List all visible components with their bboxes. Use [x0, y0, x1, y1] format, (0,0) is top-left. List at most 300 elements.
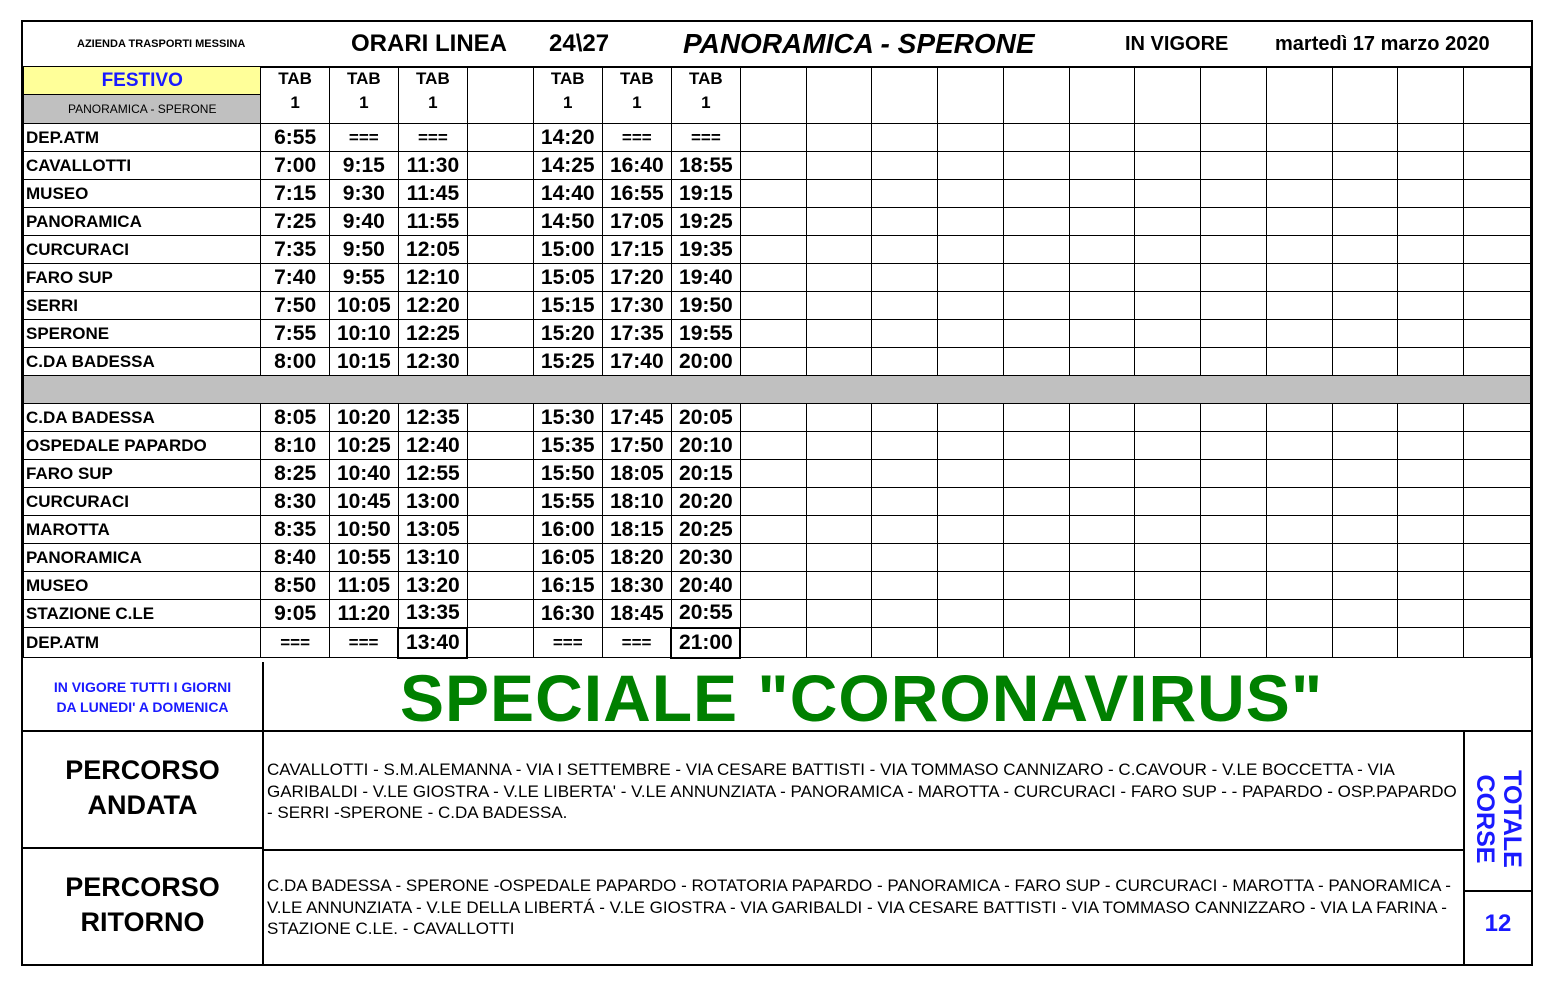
- time-cell: 9:15: [329, 152, 398, 180]
- empty-cell: [872, 320, 938, 348]
- empty-cell: [1464, 264, 1531, 292]
- time-cell: 8:00: [261, 348, 329, 376]
- time-cell: 20:10: [671, 432, 740, 460]
- empty-cell: [938, 208, 1004, 236]
- empty-cell: [1201, 320, 1267, 348]
- route-title: PANORAMICA - SPERONE: [683, 28, 1035, 59]
- time-cell: 19:15: [671, 180, 740, 208]
- time-cell: 7:40: [261, 264, 329, 292]
- stop-name: SERRI: [24, 292, 261, 320]
- tab-label: TAB: [550, 69, 585, 88]
- time-cell: 20:15: [671, 460, 740, 488]
- table-row: [24, 460, 1531, 488]
- empty-cell: [740, 628, 806, 658]
- empty-cell: [467, 488, 533, 516]
- time-cell: 16:30: [533, 600, 602, 628]
- empty-cell: [938, 460, 1004, 488]
- empty-cell: [1332, 432, 1398, 460]
- empty-cell: [1003, 152, 1069, 180]
- empty-cell: [1332, 516, 1398, 544]
- empty-cell: [740, 544, 806, 572]
- empty-cell: [1201, 432, 1267, 460]
- empty-cell: [1266, 124, 1332, 152]
- empty-cell: [467, 348, 533, 376]
- time-cell: 14:40: [533, 180, 602, 208]
- time-cell: 12:25: [398, 320, 467, 348]
- tab-header: [533, 67, 602, 124]
- empty-cell: [1201, 67, 1267, 124]
- table-row: [24, 600, 1531, 628]
- time-cell: 18:10: [602, 488, 671, 516]
- time-cell: 10:05: [329, 292, 398, 320]
- empty-cell: [806, 432, 872, 460]
- table-row: [24, 264, 1531, 292]
- empty-cell: [1135, 348, 1201, 376]
- tab-header: [398, 67, 467, 124]
- stop-name: MAROTTA: [24, 516, 261, 544]
- empty-cell: [1398, 572, 1464, 600]
- time-cell: 9:30: [329, 180, 398, 208]
- empty-cell: [806, 292, 872, 320]
- empty-cell: [740, 124, 806, 152]
- empty-cell: [1266, 572, 1332, 600]
- schedule-table: [23, 66, 1531, 659]
- direction-separator: [24, 376, 1531, 404]
- empty-cell: [806, 67, 872, 124]
- empty-cell: [467, 67, 533, 124]
- empty-cell: [467, 180, 533, 208]
- time-cell: 21:00: [671, 628, 740, 658]
- empty-cell: [740, 152, 806, 180]
- empty-cell: [1464, 320, 1531, 348]
- subroute-label: PANORAMICA - SPERONE: [24, 95, 260, 123]
- table-row: [24, 516, 1531, 544]
- empty-cell: [1069, 488, 1135, 516]
- empty-cell: [740, 67, 806, 124]
- empty-cell: [740, 236, 806, 264]
- empty-cell: [938, 628, 1004, 658]
- empty-cell: [806, 404, 872, 432]
- table-row: [24, 124, 1531, 152]
- empty-cell: [1464, 292, 1531, 320]
- empty-cell: [1398, 348, 1464, 376]
- time-cell: 16:00: [533, 516, 602, 544]
- empty-cell: [1464, 67, 1531, 124]
- in-vigore-label: IN VIGORE: [1125, 33, 1229, 55]
- table-row: [24, 180, 1531, 208]
- empty-cell: [1069, 516, 1135, 544]
- time-cell: ===: [261, 628, 329, 658]
- empty-cell: [1398, 460, 1464, 488]
- empty-cell: [467, 572, 533, 600]
- empty-cell: [1398, 516, 1464, 544]
- empty-cell: [938, 600, 1004, 628]
- empty-cell: [938, 67, 1004, 124]
- empty-cell: [872, 152, 938, 180]
- percorso-andata-text: CAVALLOTTI - S.M.ALEMANNA - VIA I SETTEMBRE - VIA CESARE BATTISTI - VIA TOMMASO CANNIZARO - C.CAVOUR - V.LE BOCCETTA - VIA GARIBALDI - V.LE GIOSTRA - V.LE LIBERTA' - V.LE ANNUNZIATA - PANORAMICA - MAROTTA - CURCURACI - FARO SUP - - PAPARDO - OSP.PAPARDO - SERRI -SPERONE - C.DA BADESSA.: [267, 760, 1457, 822]
- empty-cell: [806, 236, 872, 264]
- empty-cell: [1464, 488, 1531, 516]
- time-cell: 8:35: [261, 516, 329, 544]
- empty-cell: [806, 152, 872, 180]
- empty-cell: [1332, 544, 1398, 572]
- tab-label: TAB: [416, 69, 450, 88]
- orari-linea-label: ORARI LINEA: [351, 30, 507, 57]
- empty-cell: [1201, 180, 1267, 208]
- time-cell: 19:35: [671, 236, 740, 264]
- empty-cell: [1464, 348, 1531, 376]
- totale-corse-label: TOTALE CORSE: [1471, 770, 1526, 868]
- percorso-ritorno-label-line2: RITORNO: [80, 907, 205, 937]
- time-cell: 20:00: [671, 348, 740, 376]
- empty-cell: [938, 516, 1004, 544]
- empty-cell: [806, 488, 872, 516]
- empty-cell: [1003, 544, 1069, 572]
- empty-cell: [872, 180, 938, 208]
- empty-cell: [938, 152, 1004, 180]
- time-cell: 10:45: [329, 488, 398, 516]
- empty-cell: [1003, 572, 1069, 600]
- empty-cell: [806, 180, 872, 208]
- empty-cell: [872, 348, 938, 376]
- empty-cell: [1135, 516, 1201, 544]
- empty-cell: [872, 67, 938, 124]
- empty-cell: [1069, 124, 1135, 152]
- empty-cell: [1398, 292, 1464, 320]
- banner-row: [264, 661, 1531, 735]
- empty-cell: [1398, 432, 1464, 460]
- time-cell: 12:05: [398, 236, 467, 264]
- empty-cell: [1398, 320, 1464, 348]
- empty-cell: [1069, 628, 1135, 658]
- time-cell: 7:00: [261, 152, 329, 180]
- empty-cell: [1398, 404, 1464, 432]
- time-cell: 15:30: [533, 404, 602, 432]
- table-row: [24, 292, 1531, 320]
- empty-cell: [740, 572, 806, 600]
- time-cell: 14:20: [533, 124, 602, 152]
- stop-name: DEP.ATM: [24, 628, 261, 658]
- tab-header: [671, 67, 740, 124]
- empty-cell: [806, 264, 872, 292]
- stop-name: CURCURACI: [24, 236, 261, 264]
- time-cell: 10:55: [329, 544, 398, 572]
- empty-cell: [1003, 628, 1069, 658]
- time-cell: 13:10: [398, 544, 467, 572]
- table-row: [24, 208, 1531, 236]
- empty-cell: [1201, 208, 1267, 236]
- empty-cell: [467, 600, 533, 628]
- table-row: [24, 320, 1531, 348]
- empty-cell: [938, 180, 1004, 208]
- empty-cell: [1003, 404, 1069, 432]
- empty-cell: [1398, 488, 1464, 516]
- empty-cell: [1266, 348, 1332, 376]
- line-number: 24\27: [549, 30, 610, 57]
- time-cell: 12:40: [398, 432, 467, 460]
- time-cell: ===: [329, 628, 398, 658]
- empty-cell: [806, 516, 872, 544]
- percorso-divider: [264, 849, 1463, 851]
- tab-label: TAB: [346, 69, 381, 88]
- empty-cell: [1266, 67, 1332, 124]
- empty-cell: [1398, 180, 1464, 208]
- empty-cell: [1464, 460, 1531, 488]
- empty-cell: [1069, 404, 1135, 432]
- empty-cell: [1266, 432, 1332, 460]
- empty-cell: [740, 320, 806, 348]
- empty-cell: [1398, 208, 1464, 236]
- empty-cell: [1201, 348, 1267, 376]
- time-cell: 8:50: [261, 572, 329, 600]
- time-cell: 20:30: [671, 544, 740, 572]
- empty-cell: [1398, 152, 1464, 180]
- empty-cell: [1332, 488, 1398, 516]
- empty-cell: [1266, 180, 1332, 208]
- time-cell: 16:15: [533, 572, 602, 600]
- empty-cell: [1135, 208, 1201, 236]
- totale-corse-label-cell: [1465, 732, 1531, 892]
- empty-cell: [1266, 544, 1332, 572]
- empty-cell: [1003, 124, 1069, 152]
- empty-cell: [1332, 600, 1398, 628]
- empty-cell: [1201, 516, 1267, 544]
- table-row: [24, 628, 1531, 658]
- time-cell: ===: [602, 124, 671, 152]
- empty-cell: [1464, 628, 1531, 658]
- empty-cell: [938, 264, 1004, 292]
- tab-label: TAB: [278, 69, 312, 88]
- empty-cell: [938, 572, 1004, 600]
- empty-cell: [1332, 124, 1398, 152]
- time-cell: 17:45: [602, 404, 671, 432]
- time-cell: 20:20: [671, 488, 740, 516]
- empty-cell: [938, 488, 1004, 516]
- empty-cell: [1398, 236, 1464, 264]
- empty-cell: [467, 292, 533, 320]
- empty-cell: [1135, 67, 1201, 124]
- time-cell: 10:50: [329, 516, 398, 544]
- time-cell: 20:05: [671, 404, 740, 432]
- time-cell: 7:55: [261, 320, 329, 348]
- empty-cell: [1332, 152, 1398, 180]
- percorso-ritorno-text: C.DA BADESSA - SPERONE -OSPEDALE PAPARDO - ROTATORIA PAPARDO - PANORAMICA - FARO SUP - CURCURACI - MAROTTA - PANORAMICA - V.LE ANNUNZIATA - V.LE DELLA LIBERTÁ - V.LE GIOSTRA - VIA GARIBALDI - VIA CESARE BATTISTI - VIA TOMMASO CANNIZZARO - VIA LA FARINA - STAZIONE C.LE. - CAVALLOTTI: [267, 876, 1451, 938]
- empty-cell: [806, 572, 872, 600]
- time-cell: 10:40: [329, 460, 398, 488]
- time-cell: 15:00: [533, 236, 602, 264]
- validity-notice-line2: DA LUNEDI' A DOMENICA: [56, 699, 229, 715]
- stop-name: PANORAMICA: [24, 208, 261, 236]
- time-cell: 14:50: [533, 208, 602, 236]
- time-cell: 7:25: [261, 208, 329, 236]
- empty-cell: [1266, 320, 1332, 348]
- table-row: [24, 404, 1531, 432]
- empty-cell: [806, 600, 872, 628]
- empty-cell: [1135, 292, 1201, 320]
- empty-cell: [1332, 180, 1398, 208]
- empty-cell: [1135, 320, 1201, 348]
- empty-cell: [1266, 208, 1332, 236]
- table-row: [24, 348, 1531, 376]
- time-cell: 13:20: [398, 572, 467, 600]
- empty-cell: [806, 124, 872, 152]
- empty-cell: [467, 516, 533, 544]
- empty-cell: [938, 404, 1004, 432]
- empty-cell: [1003, 432, 1069, 460]
- empty-cell: [740, 208, 806, 236]
- time-cell: 17:50: [602, 432, 671, 460]
- empty-cell: [1135, 544, 1201, 572]
- empty-cell: [1332, 460, 1398, 488]
- empty-cell: [1266, 600, 1332, 628]
- empty-cell: [1398, 67, 1464, 124]
- time-cell: 10:15: [329, 348, 398, 376]
- empty-cell: [938, 544, 1004, 572]
- time-cell: ===: [329, 124, 398, 152]
- empty-cell: [467, 628, 533, 658]
- empty-cell: [1332, 572, 1398, 600]
- time-cell: 8:10: [261, 432, 329, 460]
- time-cell: 18:45: [602, 600, 671, 628]
- tab-number: 1: [290, 93, 300, 112]
- empty-cell: [740, 180, 806, 208]
- empty-cell: [1266, 516, 1332, 544]
- time-cell: 12:30: [398, 348, 467, 376]
- stop-name: C.DA BADESSA: [24, 348, 261, 376]
- empty-cell: [467, 264, 533, 292]
- stop-name: STAZIONE C.LE: [24, 600, 261, 628]
- time-cell: 11:55: [398, 208, 467, 236]
- empty-cell: [1266, 264, 1332, 292]
- tab-label: TAB: [619, 69, 654, 88]
- empty-cell: [1069, 432, 1135, 460]
- time-cell: 16:05: [533, 544, 602, 572]
- empty-cell: [740, 516, 806, 544]
- time-cell: ===: [398, 124, 467, 152]
- empty-cell: [1201, 404, 1267, 432]
- empty-cell: [872, 208, 938, 236]
- time-cell: 10:10: [329, 320, 398, 348]
- table-row: [24, 488, 1531, 516]
- percorso-andata-label: [23, 732, 264, 849]
- time-cell: 10:20: [329, 404, 398, 432]
- time-cell: 15:05: [533, 264, 602, 292]
- stop-name: C.DA BADESSA: [24, 404, 261, 432]
- empty-cell: [1069, 292, 1135, 320]
- empty-cell: [1464, 432, 1531, 460]
- totale-corse-value: 12: [1484, 910, 1512, 937]
- empty-cell: [1464, 152, 1531, 180]
- empty-cell: [1266, 292, 1332, 320]
- time-cell: 7:50: [261, 292, 329, 320]
- stop-name: OSPEDALE PAPARDO: [24, 432, 261, 460]
- time-cell: 12:55: [398, 460, 467, 488]
- empty-cell: [938, 236, 1004, 264]
- empty-cell: [1003, 292, 1069, 320]
- empty-cell: [1266, 236, 1332, 264]
- empty-cell: [872, 460, 938, 488]
- empty-cell: [740, 264, 806, 292]
- empty-cell: [1003, 236, 1069, 264]
- empty-cell: [467, 432, 533, 460]
- empty-cell: [740, 404, 806, 432]
- empty-cell: [806, 320, 872, 348]
- festivo-label: FESTIVO: [24, 67, 260, 95]
- empty-cell: [1003, 67, 1069, 124]
- speciale-banner: SPECIALE "CORONAVIRUS": [400, 661, 1324, 735]
- time-cell: 10:25: [329, 432, 398, 460]
- stop-name: DEP.ATM: [24, 124, 261, 152]
- empty-cell: [872, 292, 938, 320]
- empty-cell: [1135, 180, 1201, 208]
- table-row: [24, 152, 1531, 180]
- validity-notice: [23, 662, 264, 732]
- percorso-ritorno-label-line1: PERCORSO: [65, 872, 220, 902]
- time-cell: 8:30: [261, 488, 329, 516]
- time-cell: 9:55: [329, 264, 398, 292]
- empty-cell: [1464, 600, 1531, 628]
- empty-cell: [1069, 348, 1135, 376]
- time-cell: 13:00: [398, 488, 467, 516]
- empty-cell: [1135, 152, 1201, 180]
- time-cell: 13:40: [398, 628, 467, 658]
- empty-cell: [1135, 460, 1201, 488]
- empty-cell: [740, 488, 806, 516]
- empty-cell: [1135, 404, 1201, 432]
- empty-cell: [467, 152, 533, 180]
- time-cell: 15:25: [533, 348, 602, 376]
- empty-cell: [1332, 348, 1398, 376]
- time-cell: 9:40: [329, 208, 398, 236]
- empty-cell: [1464, 572, 1531, 600]
- time-cell: 18:15: [602, 516, 671, 544]
- time-cell: 13:05: [398, 516, 467, 544]
- percorso-andata-label-line2: ANDATA: [87, 790, 198, 820]
- empty-cell: [1201, 600, 1267, 628]
- empty-cell: [806, 628, 872, 658]
- festivo-cell: [24, 67, 261, 124]
- time-cell: 15:15: [533, 292, 602, 320]
- empty-cell: [1003, 320, 1069, 348]
- empty-cell: [740, 348, 806, 376]
- empty-cell: [806, 348, 872, 376]
- time-cell: 20:40: [671, 572, 740, 600]
- empty-cell: [740, 460, 806, 488]
- empty-cell: [1332, 208, 1398, 236]
- empty-cell: [1464, 236, 1531, 264]
- stop-name: FARO SUP: [24, 264, 261, 292]
- empty-cell: [740, 600, 806, 628]
- tab-header: [329, 67, 398, 124]
- time-cell: 18:05: [602, 460, 671, 488]
- table-row: [24, 572, 1531, 600]
- empty-cell: [1266, 460, 1332, 488]
- empty-cell: [1464, 180, 1531, 208]
- time-cell: 19:25: [671, 208, 740, 236]
- time-cell: 18:30: [602, 572, 671, 600]
- empty-cell: [1201, 292, 1267, 320]
- empty-cell: [1201, 460, 1267, 488]
- empty-cell: [1003, 488, 1069, 516]
- time-cell: 12:10: [398, 264, 467, 292]
- time-cell: 15:20: [533, 320, 602, 348]
- empty-cell: [872, 544, 938, 572]
- empty-cell: [1135, 124, 1201, 152]
- empty-cell: [1266, 488, 1332, 516]
- time-cell: 8:25: [261, 460, 329, 488]
- empty-cell: [1069, 208, 1135, 236]
- empty-cell: [1266, 152, 1332, 180]
